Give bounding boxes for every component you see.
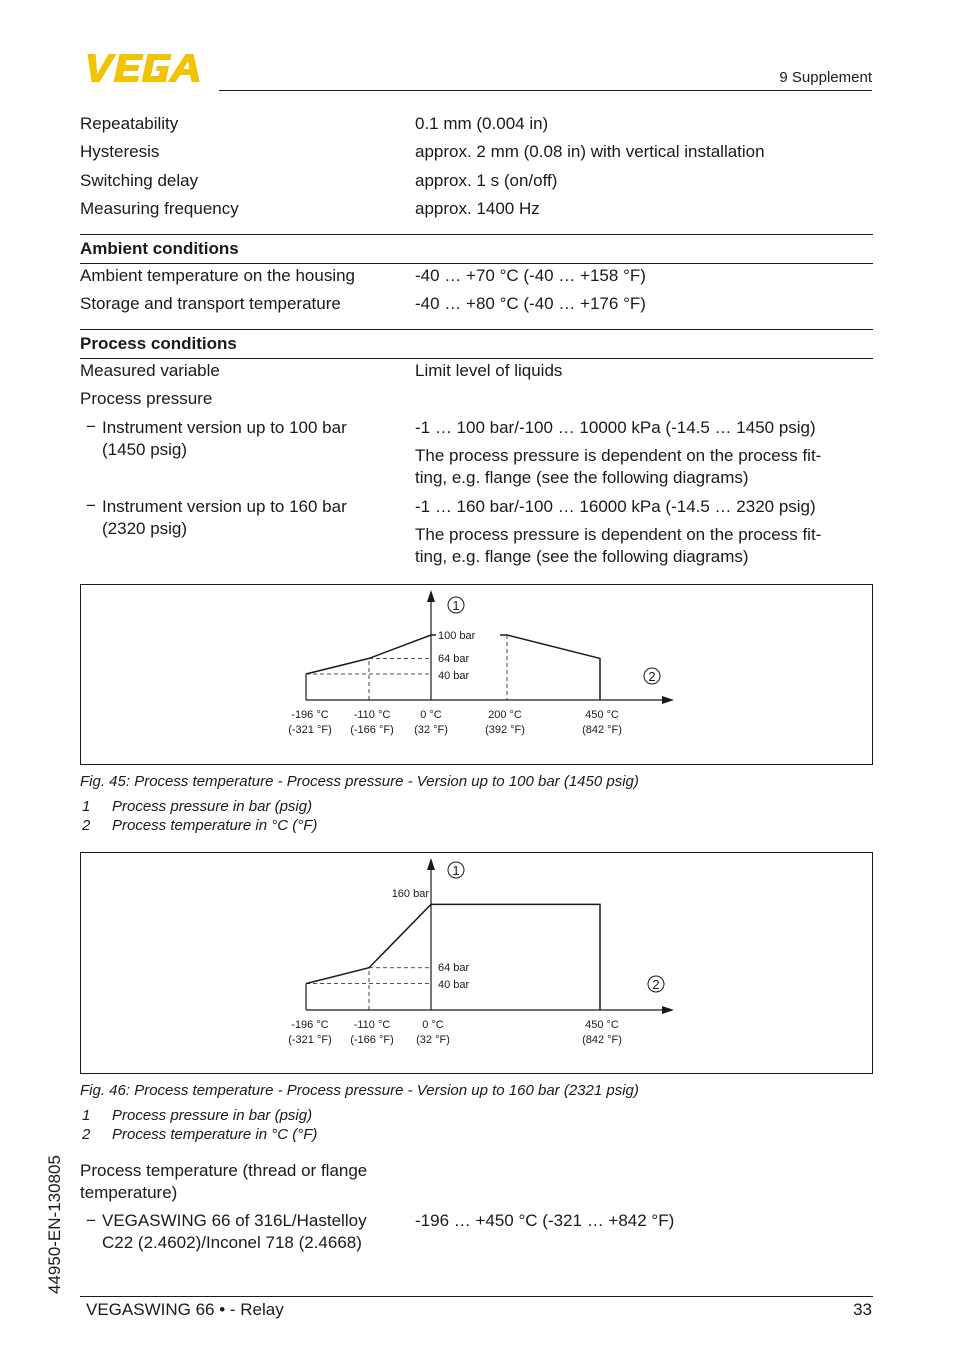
figure-46-chart bbox=[80, 852, 873, 1074]
legend-text: Process temperature in °C (°F) bbox=[112, 1126, 318, 1143]
footer-rule bbox=[80, 1296, 873, 1297]
section-title: 9 Supplement bbox=[779, 69, 872, 86]
spec-label: Repeatability bbox=[80, 114, 179, 133]
dash-bullet: − bbox=[86, 496, 96, 515]
x-tick-label: -110 °C bbox=[353, 709, 391, 721]
storage-label: Storage and transport temperature bbox=[80, 294, 341, 313]
y-label: 40 bar bbox=[438, 670, 470, 682]
spec-value: 0.1 mm (0.004 in) bbox=[415, 114, 549, 133]
axis-marker-1-label: 1 bbox=[452, 598, 460, 613]
process-temp-item: VEGASWING 66 of 316L/Hastelloy bbox=[102, 1211, 367, 1230]
legend-text: Process pressure in bar (psig) bbox=[112, 798, 313, 815]
y-label: 160 bar bbox=[391, 888, 429, 900]
ambient-heading: Ambient conditions bbox=[80, 239, 239, 258]
x-tick-label: 200 °C bbox=[488, 709, 522, 721]
page-number: 33 bbox=[853, 1300, 872, 1319]
axis-marker-1-label: 1 bbox=[452, 863, 460, 878]
item-note: ting, e.g. flange (see the following diagrams) bbox=[415, 547, 749, 566]
section-rule bbox=[80, 329, 873, 330]
figure-45-caption: Fig. 45: Process temperature - Process pressure - Version up to 100 bar (1450 psig) bbox=[80, 773, 639, 790]
item-label: Instrument version up to 160 bar bbox=[102, 497, 347, 516]
process-temp-label: Process temperature (thread or flange bbox=[80, 1161, 368, 1180]
document-code: 44950-EN-130805 bbox=[45, 1155, 64, 1294]
x-tick-label: (392 °F) bbox=[485, 724, 525, 736]
process-temp-label: temperature) bbox=[80, 1183, 178, 1202]
x-tick-label: (842 °F) bbox=[582, 1034, 622, 1046]
y-label: 40 bar bbox=[438, 979, 470, 991]
legend-num: 2 bbox=[82, 817, 91, 834]
measured-label: Measured variable bbox=[80, 361, 220, 380]
y-axis-arrow bbox=[427, 858, 435, 870]
x-tick-label: -196 °C bbox=[291, 709, 329, 721]
storage-value: -40 … +80 °C (-40 … +176 °F) bbox=[415, 294, 646, 313]
measured-value: Limit level of liquids bbox=[415, 361, 563, 380]
y-axis-arrow bbox=[427, 590, 435, 602]
item-label: Instrument version up to 100 bar bbox=[102, 418, 347, 437]
spec-value: approx. 2 mm (0.08 in) with vertical installation bbox=[415, 142, 765, 161]
x-tick-label: (842 °F) bbox=[582, 724, 622, 736]
spec-label: Measuring frequency bbox=[80, 199, 239, 218]
x-tick-label: (32 °F) bbox=[414, 724, 448, 736]
vega-logo bbox=[82, 52, 212, 84]
item-value: -1 … 100 bar/-100 … 10000 kPa (-14.5 … 1450 psig) bbox=[415, 418, 816, 437]
spec-label: Hysteresis bbox=[80, 142, 160, 161]
dash-bullet: − bbox=[86, 417, 96, 436]
section-rule bbox=[80, 234, 873, 235]
x-tick-label: -110 °C bbox=[353, 1019, 391, 1031]
footer-product: VEGASWING 66 • - Relay bbox=[86, 1300, 284, 1319]
x-tick-label: 450 °C bbox=[585, 1019, 619, 1031]
y-label: 100 bar bbox=[438, 630, 476, 642]
legend-text: Process pressure in bar (psig) bbox=[112, 1107, 313, 1124]
axis-marker-2-label: 2 bbox=[648, 669, 656, 684]
item-note: The process pressure is dependent on the process fit- bbox=[415, 525, 822, 544]
axis-marker-2-label: 2 bbox=[652, 977, 660, 992]
process-temp-item: C22 (2.4602)/Inconel 718 (2.4668) bbox=[102, 1233, 362, 1252]
process-temp-value: -196 … +450 °C (-321 … +842 °F) bbox=[415, 1211, 675, 1230]
spec-label: Switching delay bbox=[80, 171, 199, 190]
figure-46-caption: Fig. 46: Process temperature - Process pressure - Version up to 160 bar (2321 psig) bbox=[80, 1082, 639, 1099]
item-label: (1450 psig) bbox=[102, 440, 188, 459]
x-tick-label: 0 °C bbox=[420, 709, 442, 721]
legend-num: 1 bbox=[82, 1107, 91, 1124]
x-tick-label: 450 °C bbox=[585, 709, 619, 721]
series-line bbox=[500, 635, 600, 700]
item-label: (2320 psig) bbox=[102, 519, 188, 538]
series-line bbox=[306, 635, 436, 674]
ambient-value: -40 … +70 °C (-40 … +158 °F) bbox=[415, 266, 646, 285]
item-note: ting, e.g. flange (see the following diagrams) bbox=[415, 468, 749, 487]
x-tick-label: (-166 °F) bbox=[350, 724, 394, 736]
legend-num: 2 bbox=[82, 1126, 91, 1143]
item-note: The process pressure is dependent on the process fit- bbox=[415, 446, 822, 465]
y-label: 64 bar bbox=[438, 962, 470, 974]
x-tick-label: (-166 °F) bbox=[350, 1034, 394, 1046]
figure-45-chart bbox=[80, 584, 873, 765]
legend-text: Process temperature in °C (°F) bbox=[112, 817, 318, 834]
section-rule bbox=[80, 358, 873, 359]
item-value: -1 … 160 bar/-100 … 16000 kPa (-14.5 … 2320 psig) bbox=[415, 497, 816, 516]
x-tick-label: (-321 °F) bbox=[288, 1034, 332, 1046]
x-tick-label: -196 °C bbox=[291, 1019, 329, 1031]
process-heading: Process conditions bbox=[80, 334, 237, 353]
x-axis-arrow bbox=[662, 696, 674, 704]
pressure-label: Process pressure bbox=[80, 389, 213, 408]
dash-bullet: − bbox=[86, 1211, 96, 1230]
ambient-label: Ambient temperature on the housing bbox=[80, 266, 356, 285]
legend-num: 1 bbox=[82, 798, 91, 815]
x-axis-arrow bbox=[662, 1006, 674, 1014]
x-tick-label: (32 °F) bbox=[416, 1034, 450, 1046]
header-rule bbox=[219, 90, 872, 91]
section-rule bbox=[80, 263, 873, 264]
x-tick-label: (-321 °F) bbox=[288, 724, 332, 736]
y-label: 64 bar bbox=[438, 653, 470, 665]
x-tick-label: 0 °C bbox=[422, 1019, 444, 1031]
series-line bbox=[306, 904, 600, 1010]
spec-value: approx. 1 s (on/off) bbox=[415, 171, 558, 190]
spec-value: approx. 1400 Hz bbox=[415, 199, 540, 218]
